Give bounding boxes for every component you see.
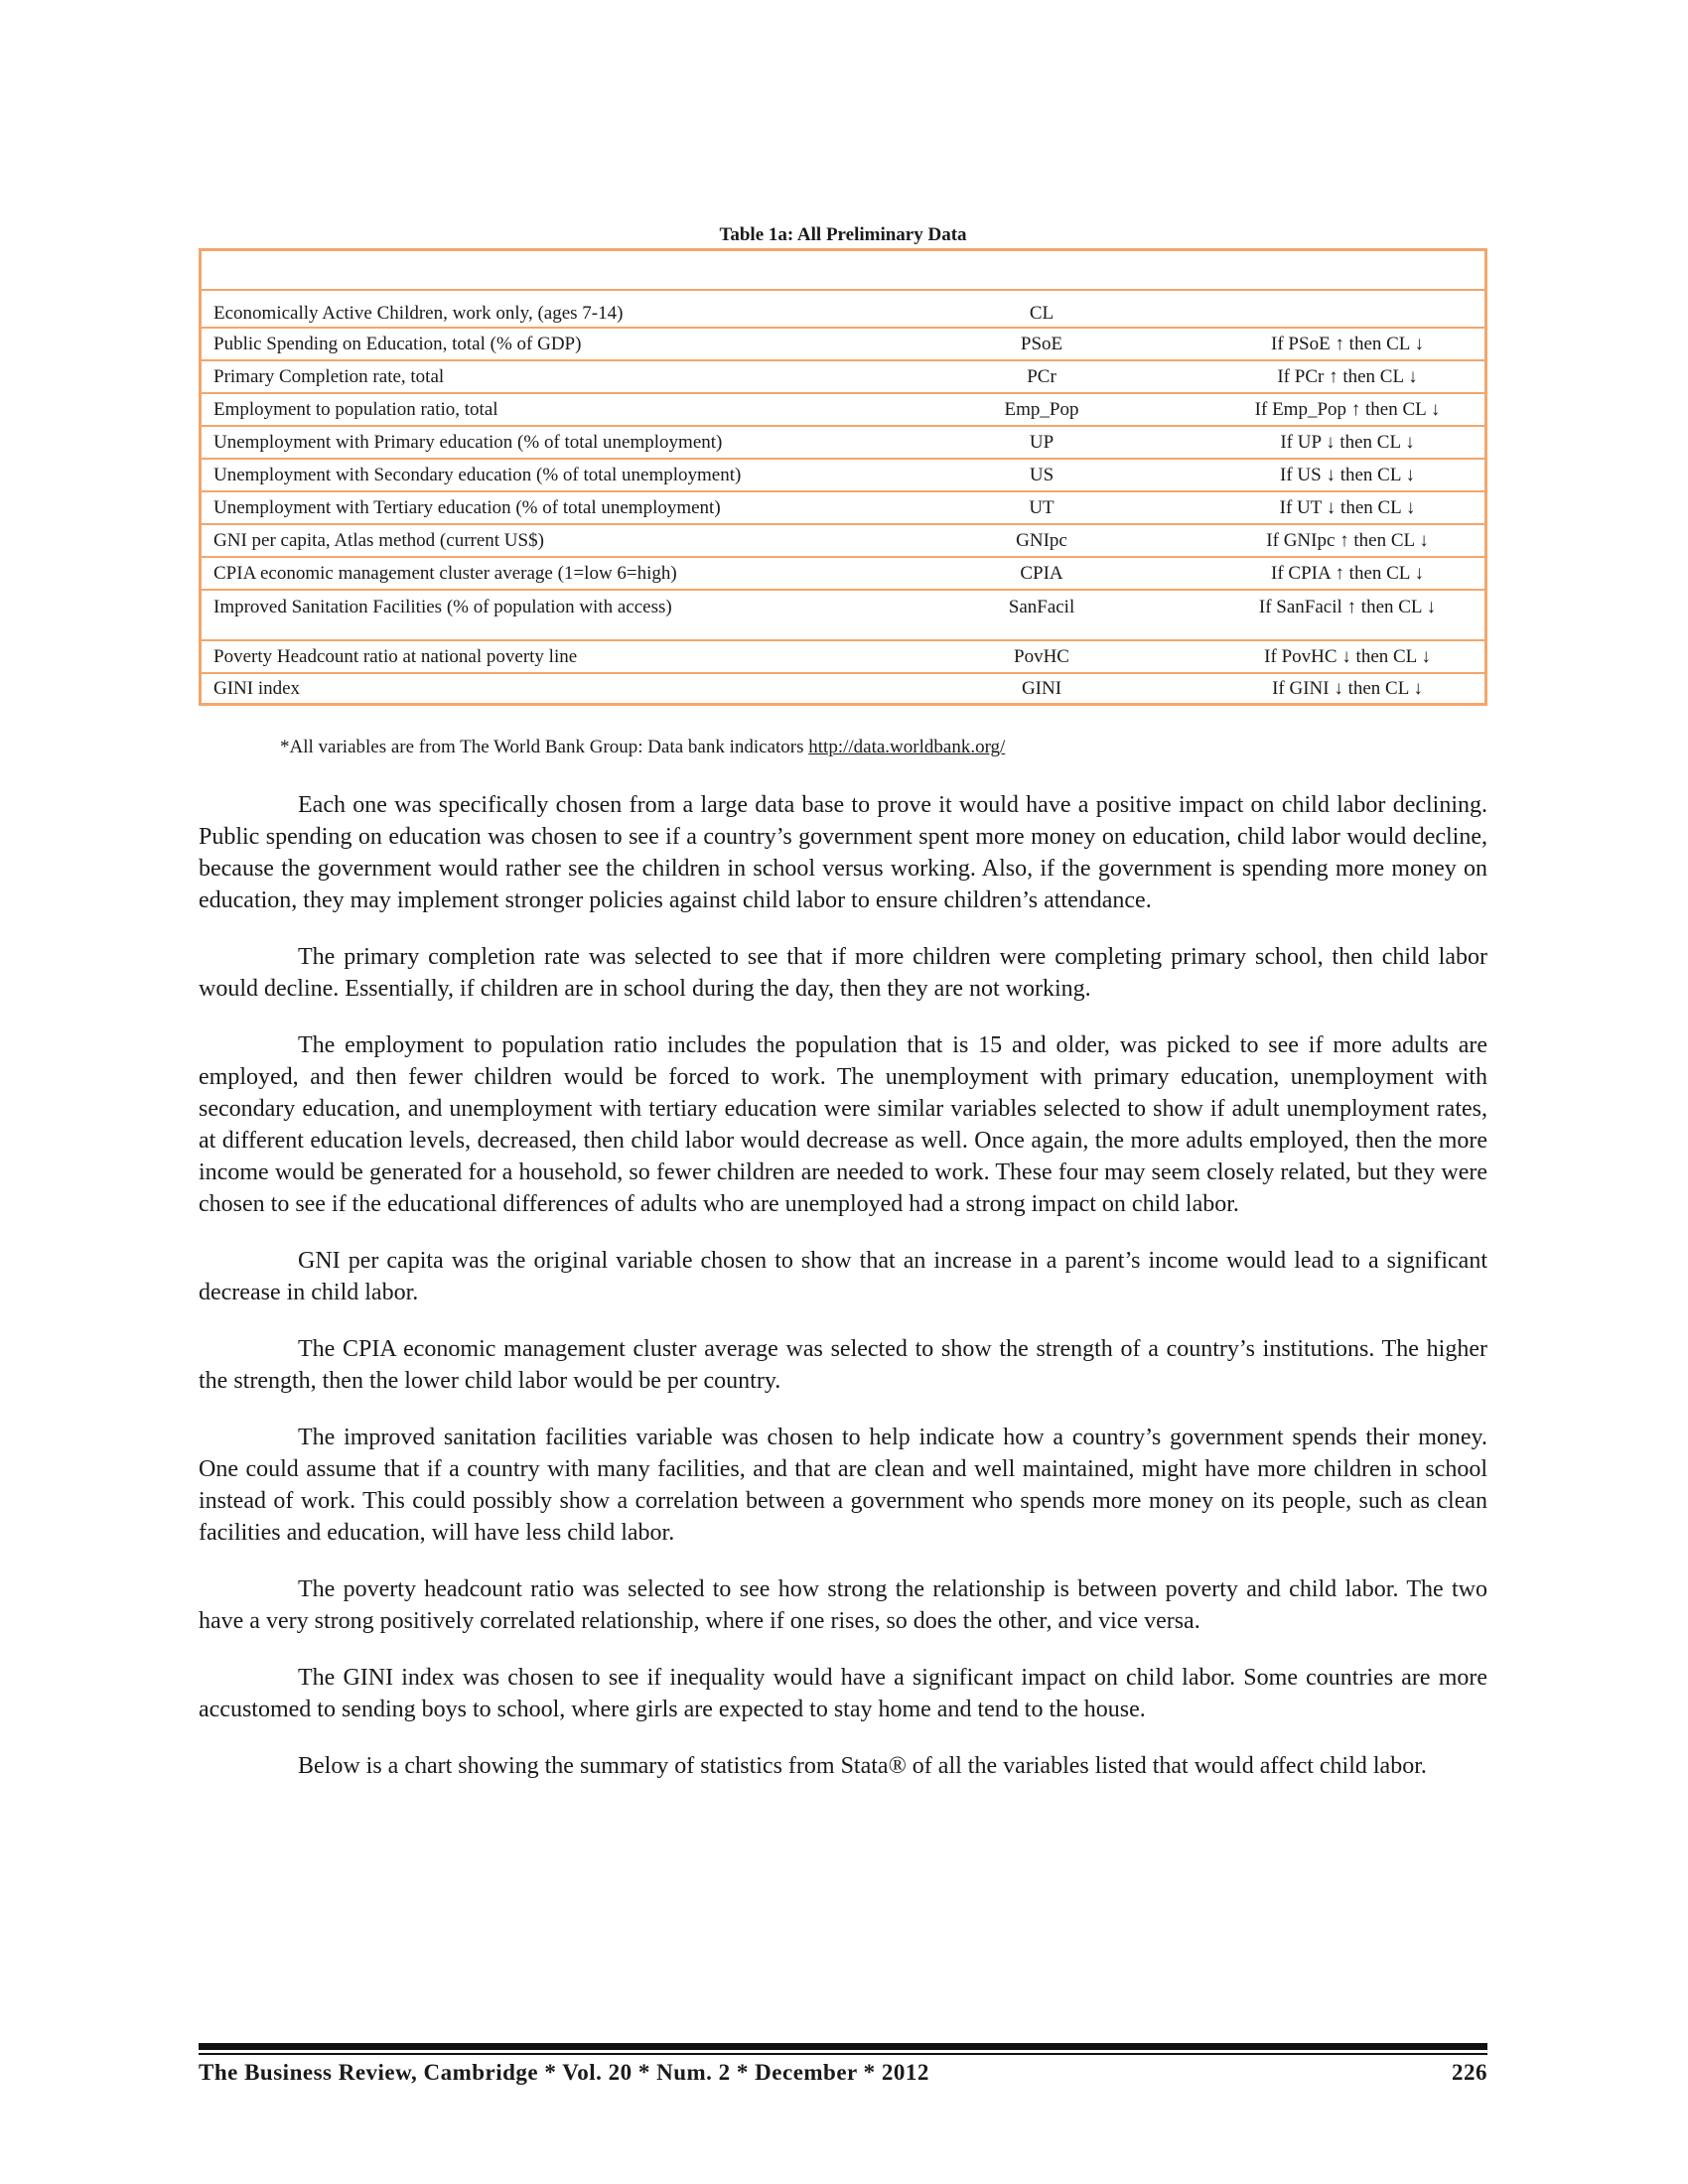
expected-relationship: If UP ↓ then CL ↓ xyxy=(1183,426,1486,459)
paragraph: The poverty headcount ratio was selected to see how strong the relationship is between poverty and child labor. The two have a very strong positively correlated relationship, where if one rises, so does the other, and vice versa. xyxy=(199,1576,1487,1634)
blank-header-cell xyxy=(201,250,1486,291)
table-row xyxy=(201,459,1486,491)
table-row xyxy=(201,290,1486,328)
expected-relationship: If PSoE ↑ then CL ↓ xyxy=(1183,328,1486,360)
variable-abbreviation: GINI xyxy=(901,673,1183,705)
paragraph: Each one was specifically chosen from a large data base to prove it would have a positive impact on child labor declining. Public spending on education was chosen to see if a country’s government spent more money on education, child labor would decline, because the government would rather see the children in school versus working. Also, if the government is spending more money on education, they may implement stronger policies against child labor to ensure children’s attendance. xyxy=(199,792,1487,913)
source-note-text: *All variables are from The World Bank Group: Data bank indicators xyxy=(280,737,809,757)
variable-abbreviation: GNIpc xyxy=(901,524,1183,557)
expected-relationship: If PovHC ↓ then CL ↓ xyxy=(1183,640,1486,673)
paragraph: Below is a chart showing the summary of statistics from Stata® of all the variables listed that would affect child labor. xyxy=(298,1753,1427,1779)
variable-abbreviation: CL xyxy=(901,290,1183,328)
variable-description: GNI per capita, Atlas method (current US$) xyxy=(201,524,902,557)
expected-relationship xyxy=(1183,290,1486,328)
preliminary-data-table xyxy=(199,248,1487,706)
worldbank-link[interactable]: http://data.worldbank.org/ xyxy=(808,737,1006,757)
table-row xyxy=(201,491,1486,524)
variable-abbreviation: CPIA xyxy=(901,557,1183,590)
page-footer xyxy=(199,2060,1487,2094)
expected-relationship: If UT ↓ then CL ↓ xyxy=(1183,491,1486,524)
expected-relationship: If Emp_Pop ↑ then CL ↓ xyxy=(1183,393,1486,426)
variable-description: Economically Active Children, work only, (ages 7-14) xyxy=(201,290,902,328)
paragraph: The CPIA economic management cluster average was selected to show the strength of a country’s institutions. The higher the strength, then the lower child labor would be per country. xyxy=(199,1336,1487,1394)
variable-abbreviation: US xyxy=(901,459,1183,491)
table-body xyxy=(201,250,1486,705)
variable-description: Employment to population ratio, total xyxy=(201,393,902,426)
footer-rule-thick xyxy=(199,2043,1487,2050)
expected-relationship: If GNIpc ↑ then CL ↓ xyxy=(1183,524,1486,557)
paragraph: The GINI index was chosen to see if inequality would have a significant impact on child labor. Some countries are more accustomed to sending boys to school, where girls are expected to stay home and tend to the house. xyxy=(199,1665,1487,1722)
body-text xyxy=(199,789,1487,1807)
expected-relationship: If SanFacil ↑ then CL ↓ xyxy=(1183,590,1486,640)
variable-abbreviation: UP xyxy=(901,426,1183,459)
page-number: 226 xyxy=(1452,2060,1487,2085)
variable-abbreviation: PCr xyxy=(901,360,1183,393)
table-row xyxy=(201,590,1486,640)
journal-citation: The Business Review, Cambridge * Vol. 20 * Num. 2 * December * 2012 xyxy=(199,2060,929,2085)
table-row xyxy=(201,557,1486,590)
variable-description: Unemployment with Primary education (% of total unemployment) xyxy=(201,426,902,459)
table-row xyxy=(201,673,1486,705)
table-row xyxy=(201,328,1486,360)
paragraph: GNI per capita was the original variable chosen to show that an increase in a parent’s income would lead to a significant decrease in child labor. xyxy=(199,1248,1487,1305)
variable-description: CPIA economic management cluster average (1=low 6=high) xyxy=(201,557,902,590)
variable-description: Primary Completion rate, total xyxy=(201,360,902,393)
variable-description: Unemployment with Secondary education (% of total unemployment) xyxy=(201,459,902,491)
expected-relationship: If US ↓ then CL ↓ xyxy=(1183,459,1486,491)
source-note xyxy=(280,737,1005,758)
variable-description: Improved Sanitation Facilities (% of population with access) xyxy=(201,590,902,640)
table-row xyxy=(201,524,1486,557)
table-row xyxy=(201,640,1486,673)
expected-relationship: If GINI ↓ then CL ↓ xyxy=(1183,673,1486,705)
variable-description: GINI index xyxy=(201,673,902,705)
variable-description: Poverty Headcount ratio at national poverty line xyxy=(201,640,902,673)
table-caption: Table 1a: All Preliminary Data xyxy=(719,224,967,245)
table-row xyxy=(201,426,1486,459)
expected-relationship: If PCr ↑ then CL ↓ xyxy=(1183,360,1486,393)
variable-abbreviation: UT xyxy=(901,491,1183,524)
expected-relationship: If CPIA ↑ then CL ↓ xyxy=(1183,557,1486,590)
variable-abbreviation: SanFacil xyxy=(901,590,1183,640)
paragraph: The primary completion rate was selected to see that if more children were completing primary school, then child labor would decline. Essentially, if children are in school during the day, then they are not working. xyxy=(199,944,1487,1002)
variable-description: Public Spending on Education, total (% of GDP) xyxy=(201,328,902,360)
variable-abbreviation: Emp_Pop xyxy=(901,393,1183,426)
variable-abbreviation: PovHC xyxy=(901,640,1183,673)
table-row xyxy=(201,360,1486,393)
paragraph: The improved sanitation facilities variable was chosen to help indicate how a country’s government spends their money. One could assume that if a country with many facilities, and that are clean and well maintained, might have more children in school instead of work. This could possibly show a correlation between a government who spends more money on its people, such as clean facilities and education, will have less child labor. xyxy=(199,1425,1487,1546)
variable-description: Unemployment with Tertiary education (% of total unemployment) xyxy=(201,491,902,524)
footer-rule-thin xyxy=(199,2053,1487,2055)
variable-abbreviation: PSoE xyxy=(901,328,1183,360)
table-header-blank-row xyxy=(201,250,1486,291)
table-row xyxy=(201,393,1486,426)
paragraph: The employment to population ratio includes the population that is 15 and older, was picked to see if more adults are employed, and then fewer children would be forced to work. The unemployment with primary education, unemployment with secondary education, and unemployment with tertiary education were similar variables selected to show if adult unemployment rates, at different education levels, decreased, then child labor would decrease as well. Once again, the more adults employed, then the more income would be generated for a household, so fewer children are needed to work. These four may seem closely related, but they were chosen to see if the educational differences of adults who are unemployed had a strong impact on child labor. xyxy=(199,1032,1487,1217)
